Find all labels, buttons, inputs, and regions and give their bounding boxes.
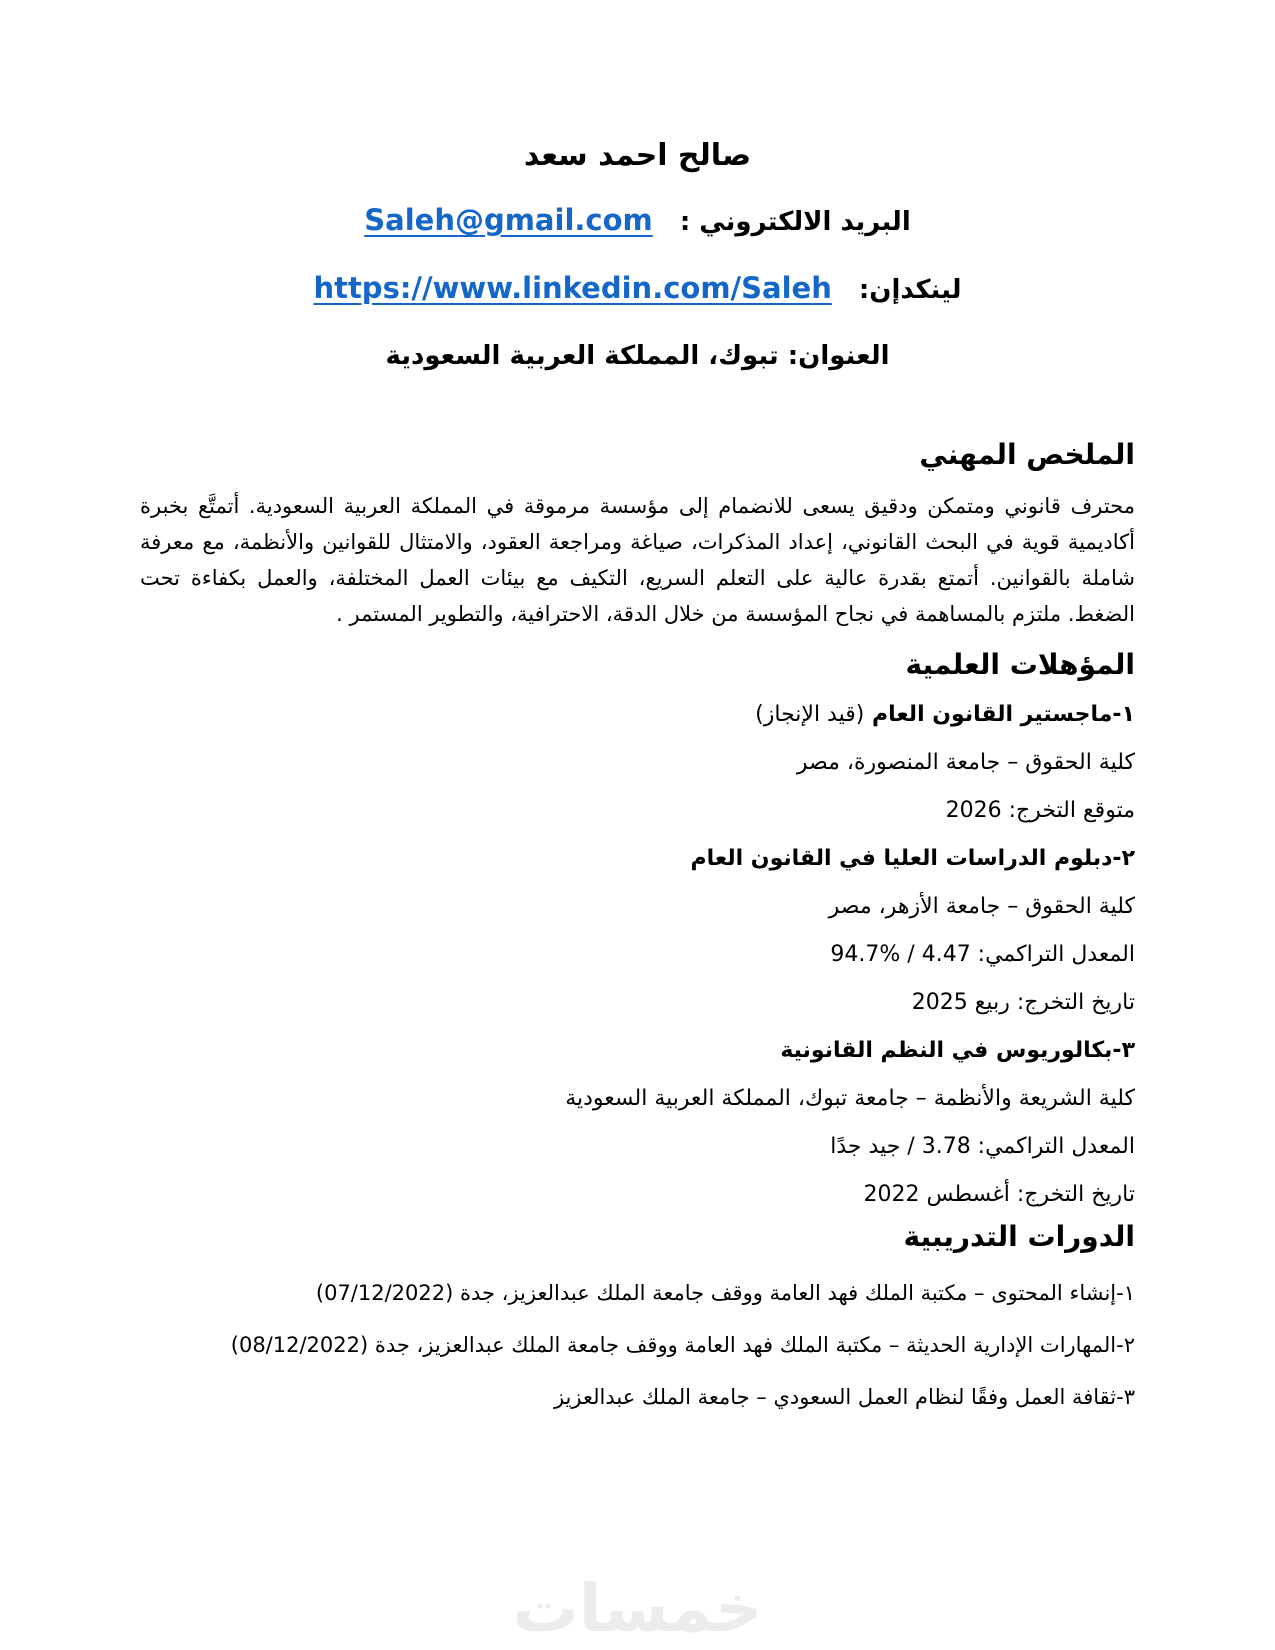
khamsat-watermark: خمسات [512,1570,763,1647]
linkedin-link[interactable]: https://www.linkedin.com/Saleh [313,271,832,305]
qualification-line: المعدل التراكمي: 4.47 / %94.7 [830,942,1135,967]
qualification-line: ٢-دبلوم الدراسات العليا في القانون العام [690,846,1135,871]
course-line: ٢-المهارات الإدارية الحديثة – مكتبة الملك فهد العامة ووقف جامعة الملك عبدالعزيز، جدة (08/12/2022) [230,1333,1135,1357]
qualification-line: ٣-بكالوريوس في النظم القانونية [780,1038,1135,1063]
qualification-line: ١-ماجستير القانون العام (قيد الإنجاز) [755,702,1135,727]
course-line: ١-إنشاء المحتوى – مكتبة الملك فهد العامة ووقف جامعة الملك عبدالعزيز، جدة (07/12/2022) [315,1281,1135,1305]
email-line [140,200,1135,242]
section-heading-qualifications: المؤهلات العلمية [905,648,1135,681]
linkedin-label: لينكدإن: [858,275,962,305]
qualification-line: تاريخ التخرج: ربيع 2025 [911,990,1135,1015]
candidate-name: صالح احمد سعد [523,138,752,173]
email-label: البريد الالكتروني : [679,207,911,237]
linkedin-line [140,268,1135,310]
section-heading-courses: الدورات التدريبية [903,1220,1135,1253]
courses-list [140,1256,1135,1412]
qualifications-list [140,684,1135,1210]
qualification-line: المعدل التراكمي: 3.78 / جيد جدًا [830,1134,1135,1159]
summary-text: محترف قانوني ومتمكن ودقيق يسعى للانضمام إلى مؤسسة مرموقة في المملكة العربية السعودية. أتمتَّع بخبرة أكاديمية قوية في البحث القانوني، إعداد المذكرات، صياغة ومراجعة العقود، والامتثال للقوانين والأنظمة، مع معرفة شاملة بالقوانين. أتمتع بقدرة عالية على التعلم السريع، التكيف مع بيئات العمل المختلفة، والعمل بكفاءة تحت الضغط. ملتزم بالمساهمة في نجاح المؤسسة من خلال الدقة، الاحترافية، والتطوير المستمر . [140,494,1135,626]
qualification-line: كلية الشريعة والأنظمة – جامعة تبوك، المملكة العربية السعودية [565,1086,1135,1111]
qualification-line: كلية الحقوق – جامعة المنصورة، مصر [796,750,1135,775]
course-line: ٣-ثقافة العمل وفقًا لنظام العمل السعودي – جامعة الملك عبدالعزيز [553,1385,1135,1409]
contact-header [140,0,1135,376]
qualification-line: كلية الحقوق – جامعة الأزهر، مصر [828,894,1135,919]
qualification-line: تاريخ التخرج: أغسطس 2022 [863,1182,1135,1207]
resume-body [140,436,1135,1412]
address-line: العنوان: تبوك، المملكة العربية السعودية [385,341,890,371]
section-heading-summary: الملخص المهني [919,438,1135,471]
email-link[interactable]: Saleh@gmail.com [364,203,653,237]
qualification-line: متوقع التخرج: 2026 [945,798,1135,823]
